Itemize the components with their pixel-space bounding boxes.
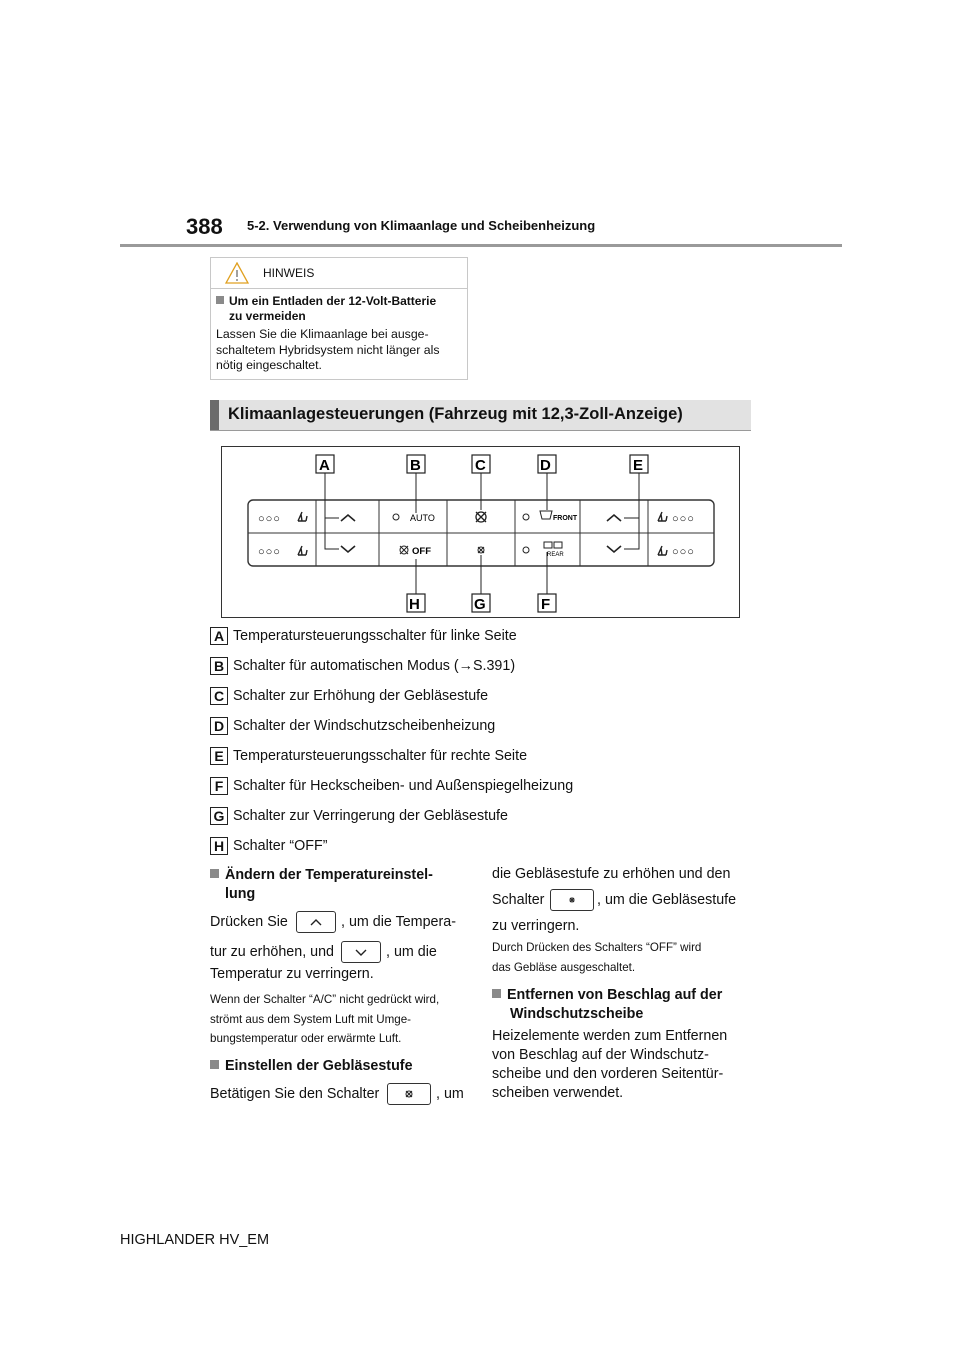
legend-text: Temperatursteuerungsschalter für linke Seite [233, 628, 517, 644]
callout-F-label: F [541, 596, 551, 613]
callout-D-label: D [540, 457, 551, 474]
header-divider [120, 244, 842, 247]
climate-panel-figure [221, 446, 740, 618]
legend-key: F [210, 777, 228, 795]
fan-text-3a: Schalter [492, 892, 545, 908]
legend-key: H [210, 837, 228, 855]
callout-C-label: C [475, 457, 486, 474]
temp-note-3: bungstemperatur oder erwärmte Luft. [210, 1032, 402, 1045]
defog-body-4: scheiben verwendet. [492, 1085, 624, 1101]
front-button-label: FRONT [553, 515, 578, 522]
legend-text: Schalter für Heckscheiben- und Außenspiegelheizung [233, 778, 574, 794]
temp-subheading-line2: lung [225, 886, 256, 902]
bullet-square-icon [210, 1060, 219, 1069]
notice-title: Um ein Entladen der 12-Volt-Batterie [216, 294, 464, 309]
notice-label: HINWEIS [263, 266, 315, 280]
right-seat-heat-dots-top: ○○○ [672, 513, 695, 525]
fan-text-3b: , um die Gebläsestufe [597, 892, 737, 908]
rear-button-label: REAR [547, 552, 564, 558]
chevron-down-icon [342, 942, 380, 962]
bullet-square-icon [216, 296, 224, 304]
bullet-square-icon [492, 989, 501, 998]
notice-box [210, 257, 468, 380]
callout-A-label: A [319, 457, 330, 474]
legend-key: G [210, 807, 228, 825]
defog-body-2: von Beschlag auf der Windschutz- [492, 1047, 709, 1063]
legend-text: Temperatursteuerungsschalter für rechte Seite [233, 748, 528, 764]
climate-panel-diagram [222, 447, 741, 619]
temp-note-2: strömt aus dem System Luft mit Umge- [210, 1013, 412, 1026]
section-heading-text: Klimaanlagesteuerungen (Fahrzeug mit 12,3-Zoll-Anzeige) [228, 405, 683, 423]
warning-triangle-icon [225, 262, 249, 284]
off-button-label: OFF [412, 546, 431, 557]
callout-E-label: E [633, 457, 644, 474]
legend-key: E [210, 747, 228, 765]
defog-body-3: scheibe und den vorderen Seitentür- [492, 1066, 724, 1082]
legend-text: Schalter für automatischen Modus (→S.391) [233, 658, 516, 674]
callout-B-label: B [410, 457, 421, 474]
right-seat-heat-dots-bottom: ○○○ [672, 546, 695, 558]
temp-text-1a: Drücken Sie [210, 914, 288, 930]
chevron-up-icon [297, 912, 335, 932]
temp-subheading: Ändern der Temperatureinstel- [210, 866, 433, 885]
defog-subheading-line2: Windschutzscheibe [510, 1006, 644, 1022]
fan-small-icon [551, 890, 593, 910]
callout-H-label: H [409, 596, 420, 613]
fan-down-button-inline [550, 889, 594, 911]
temp-down-button-inline [341, 941, 381, 963]
fan-icon [388, 1084, 430, 1104]
page-number: 388 [186, 214, 223, 239]
legend-key: C [210, 687, 228, 705]
legend-text: Schalter zur Erhöhung der Gebläsestufe [233, 688, 489, 704]
heading-accent-bar [210, 400, 219, 430]
fan-text-1a: Betätigen Sie den Schalter [210, 1086, 380, 1102]
temp-up-button-inline [296, 911, 336, 933]
notice-body: Lassen Sie die Klimaanlage bei ausge- schaltetem Hybridsystem nicht länger als nötig eingeschaltet. [216, 327, 440, 372]
legend-text: Schalter zur Verringerung der Gebläsestufe [233, 808, 508, 824]
auto-button-label: AUTO [410, 513, 435, 523]
fan-text-2: die Gebläsestufe zu erhöhen und den [492, 866, 731, 882]
callout-G-label: G [474, 596, 486, 613]
notice-title-line2: zu vermeiden [229, 309, 306, 323]
defog-body-1: Heizelemente werden zum Entfernen [492, 1028, 728, 1044]
fan-note-2: das Gebläse ausgeschaltet. [492, 961, 636, 974]
fan-up-button-inline [387, 1083, 431, 1105]
notice-header [211, 258, 467, 289]
legend-text: Schalter der Windschutzscheibenheizung [233, 718, 496, 734]
temp-text-2b: , um die [386, 944, 437, 960]
legend-key: D [210, 717, 228, 735]
section-heading [210, 400, 751, 431]
temp-text-3: Temperatur zu verringern. [210, 966, 374, 982]
legend-text: Schalter “OFF” [233, 838, 328, 854]
fan-subheading: Einstellen der Gebläsestufe [210, 1057, 413, 1076]
legend-key: A [210, 627, 228, 645]
left-seat-heat-dots-bottom: ○○○ [258, 546, 281, 558]
footer-model: HIGHLANDER HV_EM [120, 1232, 270, 1248]
fan-text-4: zu verringern. [492, 918, 580, 934]
legend-key: B [210, 657, 228, 675]
temp-text-2a: tur zu erhöhen, und [210, 944, 334, 960]
fan-text-1b: , um [436, 1086, 464, 1102]
defog-subheading: Entfernen von Beschlag auf der [492, 986, 722, 1005]
section-title: 5-2. Verwendung von Klimaanlage und Scheibenheizung [247, 218, 596, 233]
temp-text-1b: , um die Tempera- [341, 914, 456, 930]
temp-note-1: Wenn der Schalter “A/C” nicht gedrückt wird, [210, 993, 440, 1006]
fan-note-1: Durch Drücken des Schalters “OFF” wird [492, 941, 702, 954]
left-seat-heat-dots-top: ○○○ [258, 513, 281, 525]
bullet-square-icon [210, 869, 219, 878]
